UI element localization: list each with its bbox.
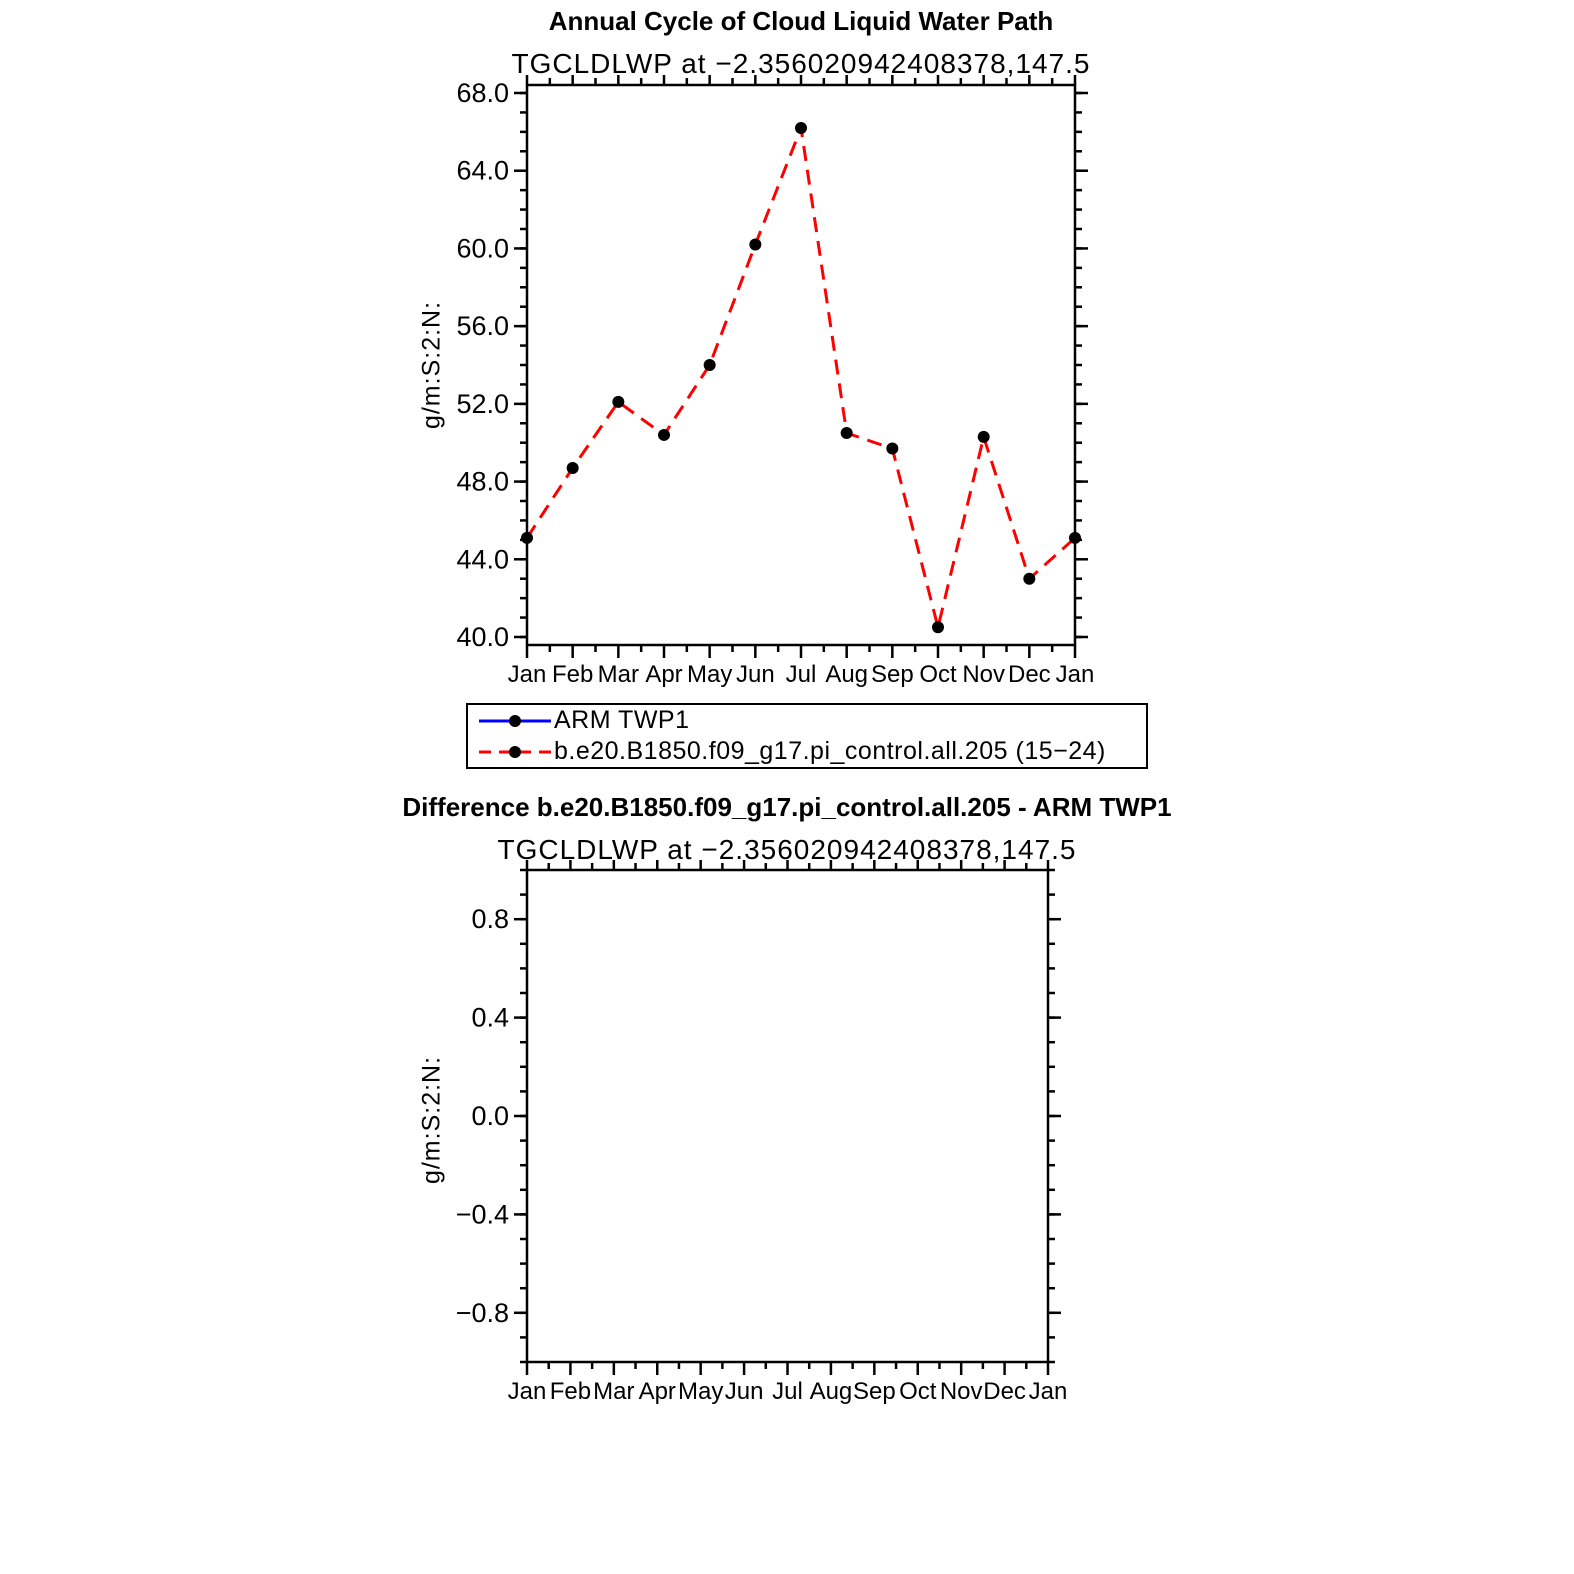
obs-marker-dot [509,715,521,727]
x-tick-label: Apr [645,661,683,688]
x-tick-label: Oct [899,1378,937,1405]
legend-label-obs: ARM TWP1 [554,706,690,734]
x-tick-label: Nov [962,661,1006,688]
model-marker-dot [509,746,521,758]
x-tick-label: May [677,1378,724,1405]
y-tick-label: 0.0 [471,1101,509,1131]
x-tick-label: Jan [1055,661,1095,688]
y-tick-label: 60.0 [456,233,509,264]
x-tick-label: Aug [809,1378,853,1405]
bottom-chart-title: Difference b.e20.B1850.f09_g17.pi_control.all.205 - ARM TWP1 [402,792,1172,822]
x-tick-label: Mar [593,1378,635,1405]
x-tick-label: Feb [551,661,594,688]
axes [514,75,1088,658]
bottom-chart-subtitle: TGCLDLWP at −2.356020942408378,147.5 [497,834,1077,865]
series-marker [886,443,898,455]
x-tick-label: Aug [825,661,869,688]
y-tick-label: 68.0 [456,78,509,108]
x-tick-label: Sep [852,1378,896,1405]
x-tick-label: Sep [870,661,914,688]
top-chart-subtitle: TGCLDLWP at −2.356020942408378,147.5 [511,48,1091,79]
x-tick-label: May [686,661,733,688]
x-tick-label: Jan [1028,1378,1068,1405]
series-line [527,128,1075,627]
y-tick-label: 52.0 [456,388,509,419]
tick-labels [456,78,1094,688]
x-tick-label: Jun [724,1378,764,1405]
series-marker [612,396,624,408]
bottom-chart-y-axis-label: g/m:S:2:N: [417,1055,446,1185]
series-marker [1069,532,1081,544]
obs-line-sample [478,714,552,728]
series-marker [567,462,579,474]
series-marker [932,621,944,633]
x-tick-label: Jan [507,1378,547,1405]
x-tick-label: Feb [549,1378,592,1405]
legend-item-model [478,736,1146,767]
y-tick-label: −0.8 [455,1297,509,1328]
y-tick-label: 56.0 [456,311,509,342]
series-marker [749,239,761,251]
series-marker [521,532,533,544]
series-marker [1023,573,1035,585]
legend-item-obs [478,705,1146,736]
series-marker [978,431,990,443]
y-tick-label: 48.0 [456,466,509,497]
series-marker [795,122,807,134]
x-tick-label: Nov [939,1378,983,1405]
x-tick-label: Jan [507,661,547,688]
top-chart-title: Annual Cycle of Cloud Liquid Water Path [548,6,1054,36]
x-tick-label: Jun [735,661,775,688]
y-tick-label: −0.4 [455,1199,509,1230]
x-tick-label: Apr [638,1378,676,1405]
model-line-sample [478,745,552,759]
top-chart-plot [410,75,1170,695]
series-marker [841,427,853,439]
x-tick-label: Mar [597,661,640,688]
y-tick-label: 64.0 [456,155,509,186]
axes [514,860,1061,1375]
x-tick-label: Dec [983,1378,1026,1405]
bottom-chart-plot [410,860,1170,1420]
x-tick-label: Jul [772,1378,803,1405]
x-tick-label: Oct [919,661,957,688]
x-tick-label: Jul [785,661,817,688]
tick-labels [456,904,1068,1405]
y-tick-label: 0.4 [471,1002,509,1033]
legend [466,703,1148,769]
series-marker [658,429,670,441]
legend-label-model: b.e20.B1850.f09_g17.pi_control.all.205 (15−24) [554,737,1106,765]
y-tick-label: 40.0 [456,622,509,652]
y-tick-label: 44.0 [456,544,509,575]
series-marker [704,359,716,371]
top-chart-y-axis-label: g/m:S:2:N: [417,300,446,430]
y-tick-label: 0.8 [471,904,509,935]
x-tick-label: Dec [1007,661,1051,688]
